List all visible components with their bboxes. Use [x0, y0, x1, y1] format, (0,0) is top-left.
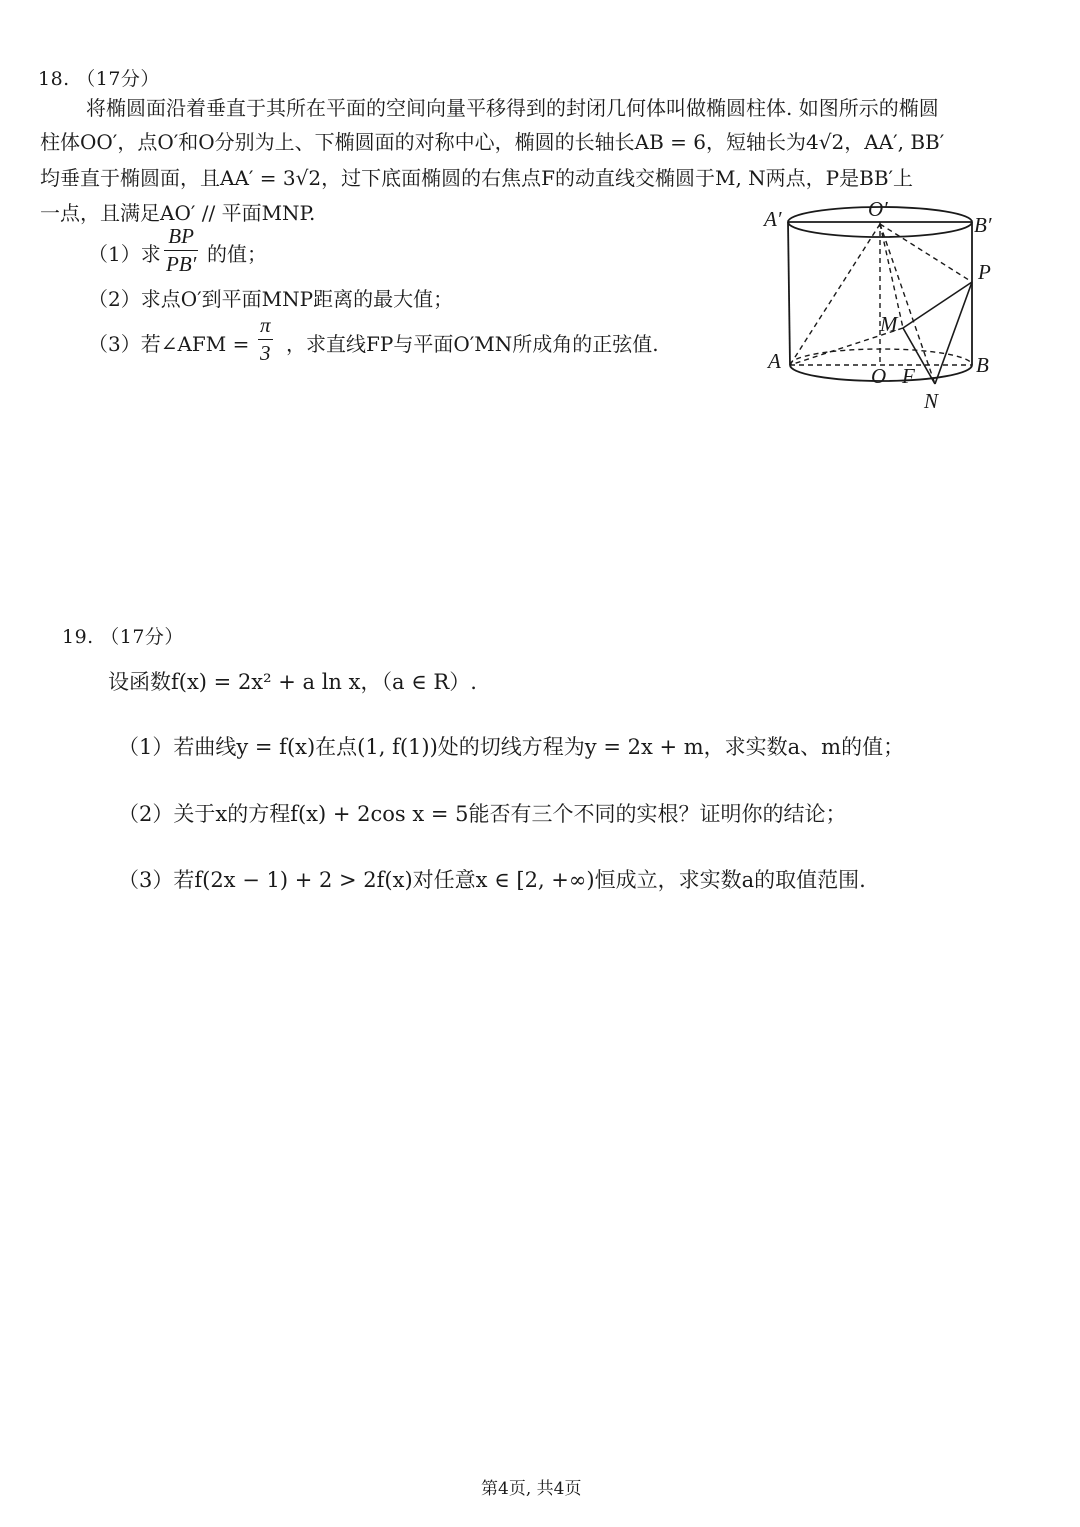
- q18-line-3: 均垂直于椭圆面，且AA′ = 3√2，过下底面椭圆的右焦点F的动直线交椭圆于M, N两点，P是BB′上: [40, 166, 914, 190]
- label-a-prime: A′: [764, 207, 782, 231]
- q19-part3: （3）若f(2x − 1) + 2 > 2f(x)对任意x ∈ [2, +∞)恒成立，求实数a的取值范围.: [118, 868, 866, 892]
- q18-part1-suffix: 的值；: [207, 242, 267, 266]
- q19-intro: 设函数f(x) = 2x² + a ln x，（a ∈ R）.: [108, 670, 477, 694]
- segment-o1-a: [790, 224, 880, 365]
- q18-part1-fraction: [164, 224, 198, 277]
- q18-figure: [755, 195, 1015, 420]
- segment-o1-n: [880, 224, 935, 384]
- fraction-denominator: 3: [260, 341, 271, 365]
- q18-line-4: 一点，且满足AO′ // 平面MNP.: [40, 201, 316, 225]
- label-o: O: [871, 364, 887, 388]
- q18-part1-prefix: （1）求: [88, 242, 161, 266]
- label-p: P: [978, 260, 991, 284]
- q18-heading: 18. （17分）: [38, 68, 160, 90]
- q18-line-1: 将椭圆面沿着垂直于其所在平面的空间向量平移得到的封闭几何体叫做椭圆柱体. 如图所示的椭圆: [86, 96, 939, 120]
- label-f: F: [902, 364, 915, 388]
- q18-part3-prefix: （3）若∠AFM =: [88, 332, 250, 356]
- label-b: B: [976, 353, 989, 377]
- fraction-bar: [164, 250, 198, 251]
- segment-p-m: [903, 282, 972, 328]
- label-m: M: [880, 312, 898, 336]
- label-a: A: [768, 349, 781, 373]
- q19-part2: （2）关于x的方程f(x) + 2cos x = 5能否有三个不同的实根？证明你的结论；: [118, 802, 847, 826]
- segment-o1-p: [880, 224, 972, 282]
- q18-line-2: 柱体OO′，点O′和O分别为上、下椭圆面的对称中心，椭圆的长轴长AB = 6，短轴长为4√2，AA′, BB′: [40, 130, 945, 154]
- q18-part3-suffix: ，求直线FP与平面O′MN所成角的正弦值.: [286, 332, 659, 356]
- label-b-prime: B′: [974, 213, 992, 237]
- fraction-numerator: BP: [168, 224, 194, 248]
- fraction-bar: [258, 339, 273, 340]
- q18-part3-fraction: [258, 313, 273, 366]
- label-n: N: [924, 389, 939, 413]
- page-footer: 第4页, 共4页: [481, 1479, 582, 1499]
- label-o-prime: O′: [868, 197, 888, 221]
- fraction-denominator: PB′: [166, 252, 197, 276]
- fraction-numerator: π: [260, 313, 271, 337]
- side-left: [788, 222, 790, 365]
- q18-part2: （2）求点O′到平面MNP距离的最大值；: [88, 287, 454, 311]
- q19-heading: 19. （17分）: [62, 626, 184, 648]
- q19-part1: （1）若曲线y = f(x)在点(1, f(1))处的切线方程为y = 2x + m，求实数a、m的值；: [118, 735, 905, 759]
- segment-p-n: [935, 282, 972, 384]
